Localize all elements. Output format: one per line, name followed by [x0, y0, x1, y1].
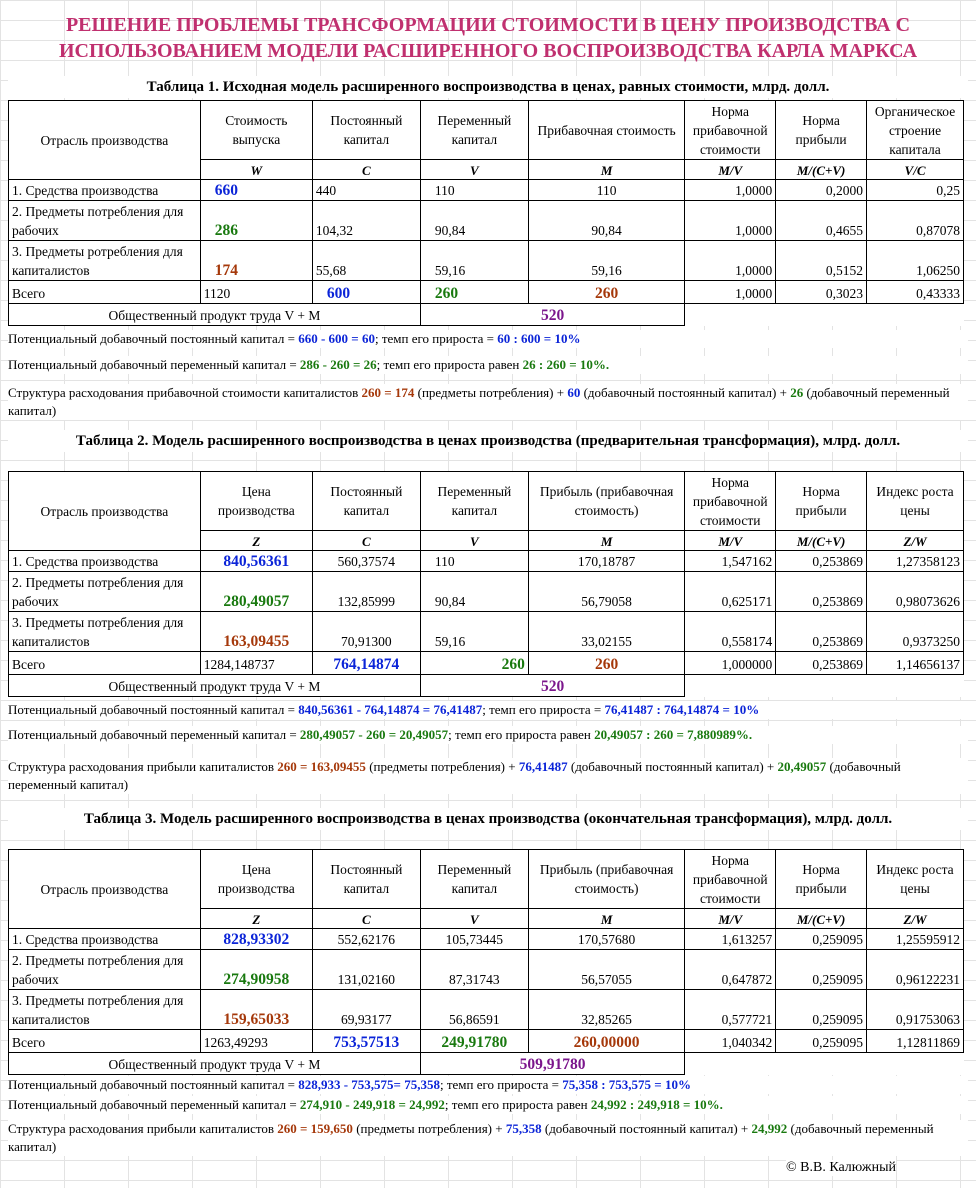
value-cell: 70,91300	[312, 612, 420, 652]
symbol-cell: V/C	[867, 160, 964, 180]
table-row	[9, 1053, 964, 1075]
value-cell: 159,65033	[200, 990, 312, 1030]
symbol-cell: V	[420, 531, 528, 551]
header-cell: Цена производства	[200, 850, 312, 909]
value-cell: 1,12811869	[867, 1030, 964, 1053]
header-cell: Прибыль (прибавочная стоимость)	[528, 850, 684, 909]
note-var-capital: Потенциальный добавочный переменный капитал = 274,910 - 249,918 = 24,992; темп его прироста равен 24,992 : 249,918 = 10%.	[8, 1096, 968, 1114]
value-cell: 1,000000	[685, 652, 776, 675]
social-product-value: 509,91780	[420, 1053, 684, 1075]
page-title: РЕШЕНИЕ ПРОБЛЕМЫ ТРАНСФОРМАЦИИ СТОИМОСТИ В ЦЕНУ ПРОИЗВОДСТВА С ИСПОЛЬЗОВАНИЕМ МОДЕЛИ РАСШИРЕННОГО ВОСПРОИЗВОДСТВА КАРЛА МАРКСА	[58, 14, 918, 62]
value-cell: 1,25595912	[867, 929, 964, 950]
note-const-capital: Потенциальный добавочный постоянный капитал = 828,933 - 753,575= 75,358; темп его прироста = 75,358 : 753,575 = 10%	[8, 1076, 968, 1094]
header-cell: Отрасль производства	[9, 472, 201, 551]
value-cell: 170,57680	[528, 929, 684, 950]
value-cell: 260	[528, 281, 684, 304]
value-cell: 59,16	[420, 612, 528, 652]
value-cell: 0,5152	[776, 241, 867, 281]
symbol-cell: V	[420, 909, 528, 929]
row-label: 2. Предметы потребления для рабочих	[9, 572, 201, 612]
value-cell: 90,84	[528, 201, 684, 241]
row-label: Всего	[9, 1030, 201, 1053]
social-product-value: 520	[420, 304, 684, 326]
row-label: 3. Предметы потребления для капиталистов	[9, 990, 201, 1030]
header-cell: Индекс роста цены	[867, 850, 964, 909]
social-product-label: Общественный продукт труда V + M	[9, 675, 421, 697]
row-label: 2. Предметы потребления для рабочих	[9, 201, 201, 241]
value-cell: 1,0000	[685, 180, 776, 201]
table-row	[9, 612, 964, 652]
header-cell: Норма прибыли	[776, 472, 867, 531]
value-cell: 0,98073626	[867, 572, 964, 612]
table2-caption: Таблица 2. Модель расширенного воспроизводства в ценах производства (предварительная трансформация), млрд. долл.	[8, 430, 968, 452]
table-row	[9, 281, 964, 304]
row-label: Всего	[9, 652, 201, 675]
value-cell: 90,84	[420, 201, 528, 241]
social-product-label: Общественный продукт труда V + M	[9, 304, 421, 326]
row-label: 1. Средства производства	[9, 551, 201, 572]
symbol-cell: C	[312, 909, 420, 929]
value-cell: 90,84	[420, 572, 528, 612]
value-cell: 0,3023	[776, 281, 867, 304]
note-structure: Структура расходования прибавочной стоимости капиталистов 260 = 174 (предметы потребления) + 60 (добавочный постоянный капитал) + 26 (добавочный переменный капитал)	[8, 384, 968, 420]
table-row	[9, 950, 964, 990]
header-cell: Индекс роста цены	[867, 472, 964, 531]
row-label: Всего	[9, 281, 201, 304]
note-const-capital: Потенциальный добавочный постоянный капитал = 840,56361 - 764,14874 = 76,41487; темп его прироста = 76,41487 : 764,14874 = 10%	[8, 701, 968, 719]
symbol-cell: C	[312, 531, 420, 551]
value-cell: 33,02155	[528, 612, 684, 652]
header-cell: Норма прибавочной стоимости	[685, 472, 776, 531]
value-cell: 440	[312, 180, 420, 201]
social-product-value: 520	[420, 675, 684, 697]
value-cell: 840,56361	[200, 551, 312, 572]
value-cell: 0,625171	[685, 572, 776, 612]
row-label: 3. Предметы ротребления для капиталистов	[9, 241, 201, 281]
header-cell: Постоянный капитал	[312, 101, 420, 160]
value-cell: 753,57513	[312, 1030, 420, 1053]
header-cell: Прибыль (прибавочная стоимость)	[528, 472, 684, 531]
value-cell: 0,87078	[867, 201, 964, 241]
header-cell: Переменный капитал	[420, 101, 528, 160]
value-cell: 600	[312, 281, 420, 304]
header-cell: Стоимость выпуска	[200, 101, 312, 160]
value-cell: 59,16	[420, 241, 528, 281]
value-cell: 0,2000	[776, 180, 867, 201]
table3	[8, 849, 964, 1075]
value-cell: 56,86591	[420, 990, 528, 1030]
symbol-cell: M/(C+V)	[776, 909, 867, 929]
value-cell: 0,253869	[776, 612, 867, 652]
symbol-cell: Z/W	[867, 909, 964, 929]
note-structure: Структура расходования прибыли капиталистов 260 = 163,09455 (предметы потребления) + 76,41487 (добавочный постоянный капитал) + 20,49057 (добавочный переменный капитал)	[8, 758, 968, 794]
table-row	[9, 180, 964, 201]
value-cell: 260	[420, 281, 528, 304]
copyright: © В.В. Калюжный	[786, 1160, 896, 1175]
value-cell: 0,9373250	[867, 612, 964, 652]
value-cell: 56,79058	[528, 572, 684, 612]
symbol-cell: M/(C+V)	[776, 531, 867, 551]
note-var-capital: Потенциальный добавочный переменный капитал = 286 - 260 = 26; темп его прироста равен 26 : 260 = 10%.	[8, 356, 968, 374]
value-cell: 55,68	[312, 241, 420, 281]
note-structure: Структура расходования прибыли капиталистов 260 = 159,650 (предметы потребления) + 75,358 (добавочный постоянный капитал) + 24,992 (добавочный переменный капитал)	[8, 1120, 968, 1156]
header-cell: Прибавочная стоимость	[528, 101, 684, 160]
value-cell: 1,040342	[685, 1030, 776, 1053]
header-cell: Норма прибавочной стоимости	[685, 101, 776, 160]
note-var-capital: Потенциальный добавочный переменный капитал = 280,49057 - 260 = 20,49057; темп его прироста равен 20,49057 : 260 = 7,880989%.	[8, 726, 968, 744]
value-cell: 260,00000	[528, 1030, 684, 1053]
value-cell: 0,259095	[776, 1030, 867, 1053]
value-cell: 0,577721	[685, 990, 776, 1030]
table-row	[9, 675, 964, 697]
value-cell: 0,43333	[867, 281, 964, 304]
row-label: 3. Предметы потребления для капиталистов	[9, 612, 201, 652]
value-cell: 110	[528, 180, 684, 201]
value-cell: 132,85999	[312, 572, 420, 612]
table-row	[9, 990, 964, 1030]
value-cell: 1,547162	[685, 551, 776, 572]
value-cell: 660	[200, 180, 312, 201]
value-cell: 163,09455	[200, 612, 312, 652]
value-cell: 59,16	[528, 241, 684, 281]
table2	[8, 471, 964, 697]
value-cell: 32,85265	[528, 990, 684, 1030]
value-cell: 0,259095	[776, 929, 867, 950]
symbol-cell: V	[420, 160, 528, 180]
value-cell: 1,613257	[685, 929, 776, 950]
value-cell: 1284,148737	[200, 652, 312, 675]
symbol-cell: Z	[200, 531, 312, 551]
value-cell: 105,73445	[420, 929, 528, 950]
value-cell: 1,27358123	[867, 551, 964, 572]
value-cell: 110	[420, 551, 528, 572]
value-cell: 0,253869	[776, 652, 867, 675]
header-cell: Постоянный капитал	[312, 850, 420, 909]
header-cell: Постоянный капитал	[312, 472, 420, 531]
symbol-cell: M	[528, 909, 684, 929]
value-cell: 110	[420, 180, 528, 201]
symbol-cell: M/V	[685, 160, 776, 180]
value-cell: 0,4655	[776, 201, 867, 241]
value-cell: 0,91753063	[867, 990, 964, 1030]
value-cell: 174	[200, 241, 312, 281]
symbol-cell: M	[528, 160, 684, 180]
value-cell: 1,0000	[685, 241, 776, 281]
symbol-cell: M/V	[685, 531, 776, 551]
table-row	[9, 551, 964, 572]
social-product-label: Общественный продукт труда V + M	[9, 1053, 421, 1075]
table1	[8, 100, 964, 326]
header-cell: Отрасль производства	[9, 101, 201, 180]
symbol-cell: W	[200, 160, 312, 180]
table-row	[9, 929, 964, 950]
header-cell: Цена производства	[200, 472, 312, 531]
value-cell: 87,31743	[420, 950, 528, 990]
value-cell: 170,18787	[528, 551, 684, 572]
symbol-cell: M	[528, 531, 684, 551]
value-cell: 1263,49293	[200, 1030, 312, 1053]
table-row	[9, 304, 964, 326]
value-cell: 249,91780	[420, 1030, 528, 1053]
header-cell: Органическое строение капитала	[867, 101, 964, 160]
value-cell: 0,96122231	[867, 950, 964, 990]
value-cell: 0,259095	[776, 990, 867, 1030]
value-cell: 274,90958	[200, 950, 312, 990]
table1-caption: Таблица 1. Исходная модель расширенного воспроизводства в ценах, равных стоимости, млрд. долл.	[8, 76, 968, 98]
value-cell: 104,32	[312, 201, 420, 241]
value-cell: 0,253869	[776, 551, 867, 572]
value-cell: 1,0000	[685, 281, 776, 304]
value-cell: 1120	[200, 281, 312, 304]
value-cell: 1,0000	[685, 201, 776, 241]
value-cell: 1,06250	[867, 241, 964, 281]
header-cell: Норма прибавочной стоимости	[685, 850, 776, 909]
value-cell: 560,37574	[312, 551, 420, 572]
value-cell: 131,02160	[312, 950, 420, 990]
table-row	[9, 1030, 964, 1053]
header-cell: Норма прибыли	[776, 101, 867, 160]
value-cell: 286	[200, 201, 312, 241]
value-cell: 1,14656137	[867, 652, 964, 675]
value-cell: 552,62176	[312, 929, 420, 950]
row-label: 2. Предметы потребления для рабочих	[9, 950, 201, 990]
table-row	[9, 652, 964, 675]
symbol-cell: Z	[200, 909, 312, 929]
value-cell: 0,253869	[776, 572, 867, 612]
value-cell: 260	[528, 652, 684, 675]
header-cell: Отрасль производства	[9, 850, 201, 929]
row-label: 1. Средства производства	[9, 929, 201, 950]
symbol-cell: M/V	[685, 909, 776, 929]
value-cell: 280,49057	[200, 572, 312, 612]
value-cell: 0,647872	[685, 950, 776, 990]
table-row	[9, 241, 964, 281]
header-cell: Переменный капитал	[420, 472, 528, 531]
table-row	[9, 572, 964, 612]
symbol-cell: M/(C+V)	[776, 160, 867, 180]
value-cell: 69,93177	[312, 990, 420, 1030]
row-label: 1. Средства производства	[9, 180, 201, 201]
header-cell: Переменный капитал	[420, 850, 528, 909]
value-cell: 764,14874	[312, 652, 420, 675]
value-cell: 260	[420, 652, 528, 675]
symbol-cell: Z/W	[867, 531, 964, 551]
value-cell: 0,558174	[685, 612, 776, 652]
table-row	[9, 201, 964, 241]
value-cell: 56,57055	[528, 950, 684, 990]
table3-caption: Таблица 3. Модель расширенного воспроизводства в ценах производства (окончательная трансформация), млрд. долл.	[8, 808, 968, 830]
value-cell: 0,25	[867, 180, 964, 201]
note-const-capital: Потенциальный добавочный постоянный капитал = 660 - 600 = 60; темп его прироста = 60 : 600 = 10%	[8, 330, 968, 348]
header-cell: Норма прибыли	[776, 850, 867, 909]
symbol-cell: C	[312, 160, 420, 180]
value-cell: 828,93302	[200, 929, 312, 950]
value-cell: 0,259095	[776, 950, 867, 990]
